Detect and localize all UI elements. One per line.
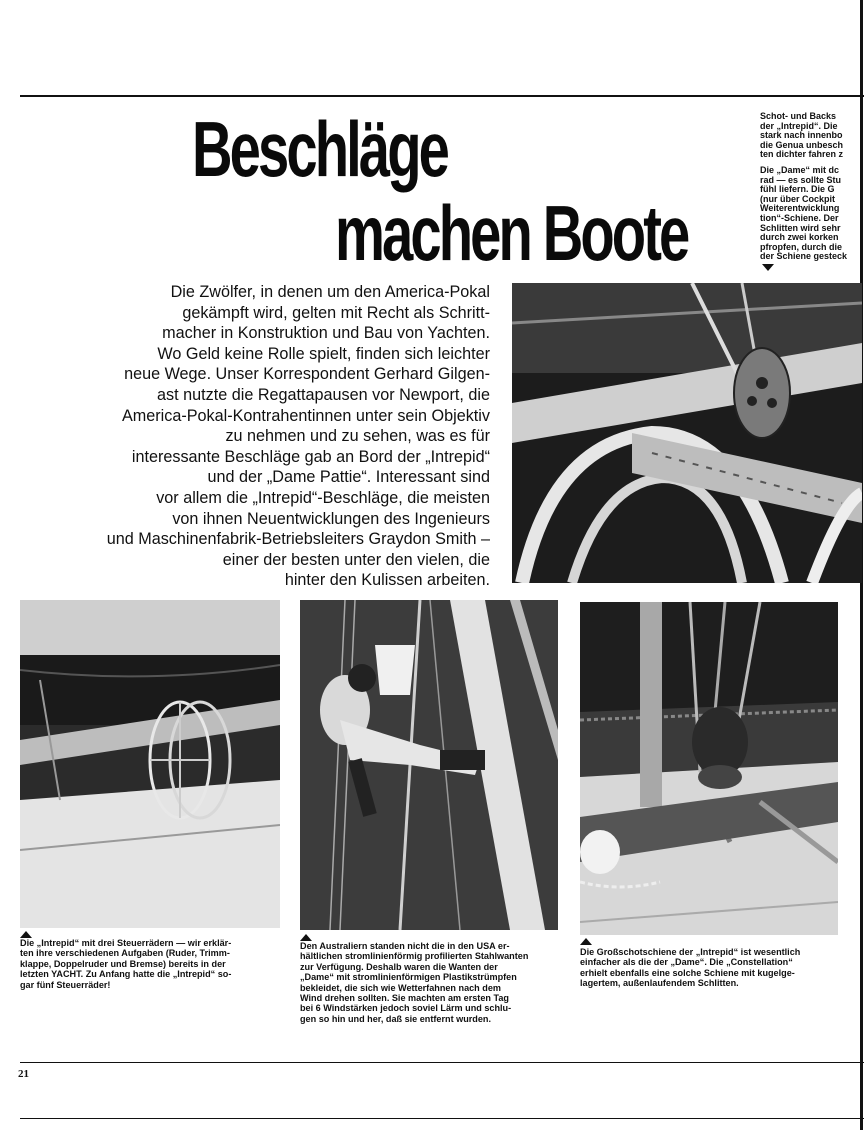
side-caption-para1: Schot- und Backs der „Intrepid“. Die stark nach innenbo die Genua unbesch ten dichter fahren z	[760, 112, 844, 160]
mast-shrouds-photo	[300, 600, 558, 930]
caption-mainsheet-track: Die Großschotschiene der „Intrepid“ ist wesentlich einfacher als die der „Dame“. Die „Constellation“ erhielt ebenfalls eine solche Schiene mit kugelge- lagertem, außenlaufendem Schlitten.	[580, 947, 801, 989]
top-rule	[20, 95, 864, 97]
mainsheet-track-photo	[580, 602, 838, 935]
headline-line2: machen Boote	[335, 189, 688, 277]
page-number: 21	[18, 1068, 29, 1080]
caption3-pointer-icon	[580, 938, 592, 945]
footer-rule	[20, 1118, 864, 1119]
bottom-rule	[20, 1062, 864, 1063]
steering-wheels-photo	[20, 600, 280, 928]
headline-line1: Beschläge	[192, 105, 448, 193]
caption-mast-shrouds: Den Australiern standen nicht die in den USA er- hältlichen stromlinienförmig profilierten Stahlwanten zur Verfügung. Deshalb waren die Wanten der „Dame“ mit stromlinienförmigen Plastikstrümpfen bekleidet, die sich wie Wetterfahnen nach dem Wind drehen sollten. Sie machten am ersten Tag bei 6 Windstärken jedoch soviel Lärm und schlu- gen so hin und her, daß sie entfernt wurden.	[300, 941, 529, 1024]
caption-steering-wheels: Die „Intrepid“ mit drei Steuerrädern — wir erklär- ten ihre verschiedenen Aufgaben (Ruder, Trimm- klappe, Doppelruder und Bremse) bereits in der letzten YACHT. Zu Anfang hatte die „Intrepid“ so- gar fünf Steuerräder!	[20, 938, 232, 990]
side-caption-para2: Die „Dame“ mit dc rad — es sollte Stu fühl liefern. Die G (nur über Cockpit Weiterentwicklung tion“-Schiene. Der Schlitten wird sehr durch zwei korken pfropfen, durch die der Schiene gesteck	[760, 164, 848, 262]
caption2-pointer-icon	[300, 934, 312, 941]
intro-paragraph: Die Zwölfer, in denen um den America-Pokal gekämpft wird, gelten mit Recht als Schritt- macher in Konstruktion und Bau von Yachten. Wo Geld keine Rolle spielt, finden sich leichter neue Wege. Unser Korrespondent Gerhard Gilgen- ast nutzte die Regattapausen vor Newport, die America-Pokal-Kontrahentinnen unter sein Objektiv zu nehmen und zu sehen, was es für interessante Beschläge gab an Bord der „Intrepid“ und der „Dame Pattie“. Interessant sind vor allem die „Intrepid“-Beschläge, die meisten von ihnen Neuentwicklungen des Ingenieurs und Maschinenfabrik-Betriebsleiters Graydon Smith – einer der besten unter den vielen, die hinter den Kulissen arbeiten.	[106, 283, 490, 590]
side-caption	[760, 112, 864, 268]
side-caption-pointer-icon	[762, 264, 774, 271]
winch-block-photo	[512, 283, 862, 583]
caption1-pointer-icon	[20, 931, 32, 938]
